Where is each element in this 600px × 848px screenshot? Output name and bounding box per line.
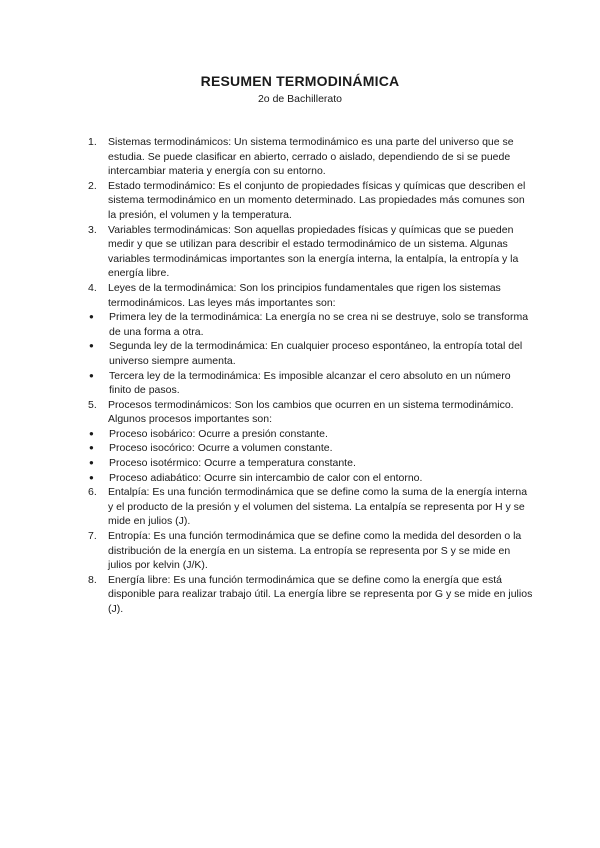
list-number: 6. [88, 486, 97, 499]
list-item [88, 281, 534, 310]
list-item-text: Tercera ley de la termodinámica: Es imposible alcanzar el cero absoluto en un número finito de pasos. [109, 369, 511, 397]
list-item-text: Entalpía: Es una función termodinámica que se define como la suma de la energía interna y el producto de la presión y el volumen del sistema. La entalpía se representa por H y se mide en julios (J). [108, 486, 528, 528]
list-number: 2. [88, 179, 97, 192]
list-number: 1. [88, 136, 97, 148]
list-number: 8. [88, 573, 97, 586]
list-item [88, 573, 534, 617]
document-subtitle: 2o de Bachillerato [257, 93, 343, 105]
list-item [88, 135, 534, 179]
list-item-text: Leyes de la termodinámica: Son los principios fundamentales que rigen los sistemas termodinámicos. Las leyes más importantes son: [108, 281, 501, 309]
list-item-text: Estado termodinámico: Es el conjunto de propiedades físicas y químicas que describen el sistema termodinámico en un momento determinado. Las propiedades más comunes son la presión, el volumen y la temperatura. [108, 179, 526, 221]
document-title: RESUMEN TERMODINÁMICA [200, 73, 400, 89]
list-number: 7. [88, 530, 97, 543]
list-number: 5. [88, 398, 97, 411]
list-item [88, 223, 534, 281]
bullet-icon: ● [89, 458, 94, 468]
list-item-text: Proceso isocórico: Ocurre a volumen constante. [109, 442, 333, 455]
list-item [88, 427, 534, 442]
bullet-icon: ● [89, 370, 94, 380]
list-item-text: Proceso isotérmico: Ocurre a temperatura constante. [109, 457, 356, 470]
list-item-text: Procesos termodinámicos: Son los cambios que ocurren en un sistema termodinámico. Algunos procesos importantes son: [108, 398, 514, 426]
list-number: 3. [88, 223, 97, 236]
bullet-icon: ● [89, 443, 94, 453]
list-item [88, 456, 534, 471]
list-item [88, 369, 534, 398]
list-item [88, 179, 534, 223]
list-item [88, 485, 534, 529]
list-item [88, 529, 534, 573]
list-item [88, 310, 534, 339]
list-number: 4. [88, 281, 97, 294]
bullet-icon: ● [89, 312, 94, 322]
list-item-text: Energía libre: Es una función termodinámica que se define como la energía que está disponible para realizar trabajo útil. La energía libre se representa por G y se mide en julios (J). [108, 573, 533, 615]
list-item-text: Segunda ley de la termodinámica: En cualquier proceso espontáneo, la entropía total del universo siempre aumenta. [109, 340, 523, 367]
list-item-text: Proceso isobárico: Ocurre a presión constante. [109, 427, 328, 440]
list-item-text: Entropía: Es una función termodinámica que se define como la medida del desorden o la distribución de la energía en un sistema. La entropía se representa por S y se mide en julios por kelvin (J/K). [108, 530, 522, 572]
list-item [88, 471, 534, 486]
list-item [88, 339, 534, 368]
bullet-icon: ● [89, 428, 94, 438]
list-item-text: Primera ley de la termodinámica: La energía no se crea ni se destruye, solo se transforma de una forma a otra. [109, 311, 529, 338]
content-list [88, 135, 534, 617]
bullet-icon: ● [89, 472, 94, 482]
list-item-text: Proceso adiabático: Ocurre sin intercambio de calor con el entorno. [109, 471, 423, 484]
list-item-text: Sistemas termodinámicos: Un sistema termodinámico es una parte del universo que se estudia. Se puede clasificar en abierto, cerrado o aislado, dependiendo de si se puede intercambiar materia y energía con su entorno. [108, 136, 514, 178]
bullet-icon: ● [89, 341, 94, 351]
list-item-text: Variables termodinámicas: Son aquellas propiedades físicas y químicas que se pueden medir y que se utilizan para describir el estado termodinámico de un sistema. Algunas variables termodinámicas importantes son la energía interna, la entalpía, la entropía y la energía libre. [108, 223, 519, 280]
list-item [88, 441, 534, 456]
list-item [88, 398, 534, 427]
